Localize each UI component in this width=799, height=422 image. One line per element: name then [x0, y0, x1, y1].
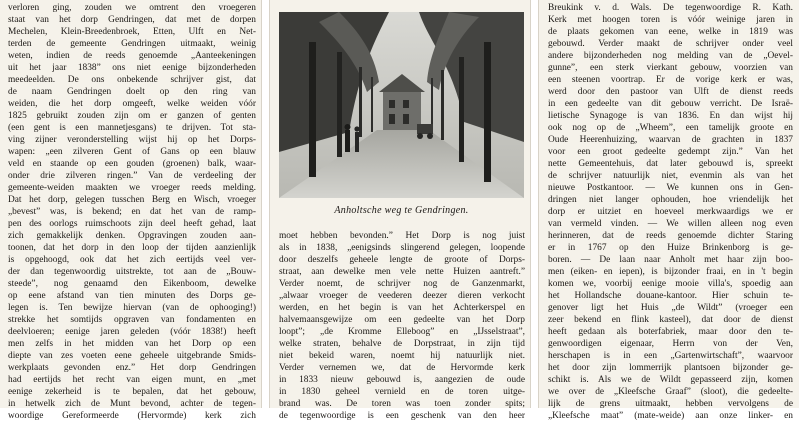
text-line: boren. — De laan naar Anholt met haar zijn boo- — [548, 255, 793, 265]
text-line: ving zijner veronderstelling wijst hij op het Dorps- — [8, 135, 256, 145]
middle-page-column — [269, 0, 531, 421]
text-line: werkplaats gevonden enz.” Het dorp Gendringen — [8, 363, 256, 373]
text-line: Dat het dorp, gelegen tusschen Berg en Wisch, vroeger — [8, 195, 256, 205]
text-line: als in 1838, „eenigsinds slingerend gelegen, loopende — [279, 243, 525, 253]
text-line: herschapen is in een „Gartenwirtschaft”, waarvoor — [548, 351, 793, 361]
text-line: herinneren, dat de reeds genoemde dichter Staring — [548, 231, 793, 241]
text-line: veld en staande op een gouden (groenen) balk, waar- — [8, 159, 256, 169]
text-line: werd door den pastoor van Ulft de dienst reeds — [548, 87, 793, 97]
text-line: de plaats gekomen van eene, welke in 1819 was — [548, 27, 793, 37]
text-line: andere bijzonderheden nog melding van de „Oevel- — [548, 51, 793, 61]
text-line: het Hollandsche douane-kantoor. Hier schuin te- — [548, 291, 793, 301]
text-line: „bevest” was, is bekend; en dat het van de ramp- — [8, 207, 256, 217]
text-line: Kerk met hoogen toren is vóór weinige jaren in — [548, 15, 793, 25]
text-line: voor een groot gedeelte gedempt zijn.” Van het — [548, 147, 793, 157]
text-line: welke straten, behalve de Dorpstraat, in zijn tijd — [279, 339, 525, 349]
text-line: pen des oorlogs ruimschoots zijn deel heeft gehad, laat — [8, 219, 256, 229]
text-line: moet hebben bevonden.” Het Dorp is nog juist — [279, 231, 525, 241]
text-line: onder drie zilveren ringen.” Van de verdeeling der — [8, 171, 256, 181]
text-line: wapen: „een zilveren Gent of Gans op een blauw — [8, 147, 256, 157]
text-line: strekke het somtijds opgraven van fondamenten en — [8, 315, 256, 325]
text-line: weten, indien de reeds genoemde „Aanteekeningen — [8, 51, 256, 61]
text-line: staat van het dorp Gendringen, dat met de dorpen — [8, 15, 256, 25]
text-line: men zelfs in het midden van het Dorp op een — [8, 339, 256, 349]
right-column-text — [548, 2, 793, 422]
text-line: legen is. Ten bewijze hiervan (van de ophooging!) — [8, 303, 256, 313]
text-line: Verder vernemen we, dat de Hervormde kerk — [279, 363, 525, 373]
text-line: van vermeld vinden. — We willen alleen nog even — [548, 219, 793, 229]
text-line: gebouwd. Verder maakt de schrijver onder veel — [548, 39, 793, 49]
text-line: nieuwe Postkantoor. — We kunnen ons in Gen- — [548, 183, 793, 193]
text-line: der dan tegenwoordig uitstrekte, tot aan de „Bouw- — [8, 267, 256, 277]
text-line: genover ligt het Huis „de Wildt” (vroeger een — [548, 303, 793, 313]
text-line: in een gedeelte van dit gebouw verricht. De Israë- — [548, 99, 793, 109]
middle-column-text — [279, 230, 525, 422]
text-line: zeer bekend en flink kasteel), dat door de dienst — [548, 315, 793, 325]
text-line: toonen, dat het dorp in den loop der tijden aanzienlijk — [8, 243, 256, 253]
text-line: er in 1767 op den Huize Brinkenborg is ge- — [548, 243, 793, 253]
left-column-text — [8, 2, 256, 422]
text-line: is opgehoogd, ook dat het zich eertijds veel ver- — [8, 255, 256, 265]
text-line: komen we, voorbij eenige mooie villa's, spoedig aan — [548, 279, 793, 289]
text-line: diepte van zes voeten eene geheele uitgebrande Smids- — [8, 351, 256, 361]
text-line: Oude Heerenhuizing, waarvan de grachten in 1837 — [548, 135, 793, 145]
text-line: had eertijds het recht van eigen munt, en „met — [8, 375, 256, 385]
text-line: nette Gemeentehuis, dat later gebouwd is, spreekt — [548, 159, 793, 169]
text-line: dringen niet langer ophouden, hoe vriendelijk het — [548, 195, 793, 205]
text-line: heeft gedaan als boterfabriek, maar door den te- — [548, 327, 793, 337]
text-line: loopt”; „de Kromme Elleboog” en „IJsselstraat”, — [279, 327, 525, 337]
text-line: in hetwelk zich de Munt bevond, achter de tegen- — [8, 399, 256, 409]
text-line: deelvloeren; eenige jaren geleden (vóór 1838!) heeft — [8, 327, 256, 337]
text-line: brand was. De toren was toen zonder spits; — [279, 399, 525, 409]
text-line: verloren ging, zouden we omtrent den vroegeren — [8, 3, 256, 13]
text-line: niet bekeid waren, noemt hij natuurlijk niet. — [279, 351, 525, 361]
text-line: woordige Gereformeerde (Hervormde) kerk zich — [8, 411, 256, 421]
text-line: Verder noemt, de schrijver nog de Ganzenmarkt, — [279, 279, 525, 289]
right-page-column — [538, 0, 799, 421]
text-line: de schrijver natuurlijk niet, evenmin als van het — [548, 171, 793, 181]
text-line: men (eiken- en iepen), is bijzonder fraai, en in 't begin — [548, 267, 793, 277]
text-line: uit het jaar 1838” ons niet eenige bijzonderheden — [8, 63, 256, 73]
text-line: zich gemakkelijk denken. Opgravingen zouden aan- — [8, 231, 256, 241]
left-page-column — [0, 0, 262, 421]
text-line: „Kleefsche maat” (mate-weide) aan onze linker- en — [548, 411, 793, 421]
photo-caption: Anholtsche weg te Gendringen. — [334, 205, 469, 216]
text-line: lietische Synagoge is van 1836. En dan wijst hij — [548, 111, 793, 121]
text-line: op eene afstand van tien minuten des Dorps ge- — [8, 291, 256, 301]
text-line: Mechelen, Klein-Breedenbroek, Etten, Ulft en Net- — [8, 27, 256, 37]
text-line: meedeelden. De ons onbekende schrijver gist, dat — [8, 75, 256, 85]
text-line: „alwaar vroeger de veederen deezer dieren verkocht — [279, 291, 525, 301]
text-line: (een gent is een mannetjesgans) te drijven. Tot sta- — [8, 123, 256, 133]
text-line: gunne”, een sterk vierkant gebouw, voorzien van — [548, 63, 793, 73]
text-line: straat, aan dewelke men vele nette Huizen aantreft.” — [279, 267, 525, 277]
text-line: de naam Gendringen doelt op den ring van — [8, 87, 256, 97]
text-line: schikt is. Als we de Wildt gepasseerd zijn, komen — [548, 375, 793, 385]
text-line: terden de gemeente Gendringen uitmaakt, weinig — [8, 39, 256, 49]
text-line: ook nog op de „Wheem”, een tamelijk groote en — [548, 123, 793, 133]
text-line: het door zijn lommerrijk plantsoen bijzonder ge- — [548, 363, 793, 373]
street-photo — [279, 12, 524, 198]
text-line: de tegenwoordige is een geschenk van den heer — [279, 411, 525, 421]
text-line: in 1830 geheel vernield en de toren uitge- — [279, 387, 525, 397]
text-line: steede”, nog genaamd den Eikenboom, dewelke — [8, 279, 256, 289]
text-line: door deszelfs geheele lengte de groote of Dorps- — [279, 255, 525, 265]
text-line: in 1833 nieuw gebouwd is, aangezien de oude — [279, 375, 525, 385]
text-line: werden, en het begin is van het Achterkerspel en — [279, 303, 525, 313]
text-line: dorp er uitziet en hoeveel merkwaardigs we er — [548, 207, 793, 217]
text-line: eenige zekerheid is te bepalen, dat het gebouw, — [8, 387, 256, 397]
text-line: Breukink v. d. Wals. De tegenwoordige R. Kath. — [548, 3, 793, 13]
photo-illustration — [279, 12, 524, 198]
text-line: een steenen voortrap. Er de vorige kerk er was, — [548, 75, 793, 85]
text-line: we over de „Kleefsche Graaf” (sloot), die gedeelte- — [548, 387, 793, 397]
text-line: 1825 gebruikt zouden zijn om er ganzen of genten — [8, 111, 256, 121]
text-line: weiden, die het dorp omgeeft, welke weiden vóór — [8, 99, 256, 109]
text-line: lijk de grens uitmaakt, hebben vervolgens de — [548, 399, 793, 409]
text-line: gemeente-weiden maakten we vroeger reeds melding. — [8, 183, 256, 193]
text-line: genwoordigen eigenaar, Herrn von der Ven, — [548, 339, 793, 349]
text-line: halvemaansgewijze om een gedeelte van het Dorp — [279, 315, 525, 325]
